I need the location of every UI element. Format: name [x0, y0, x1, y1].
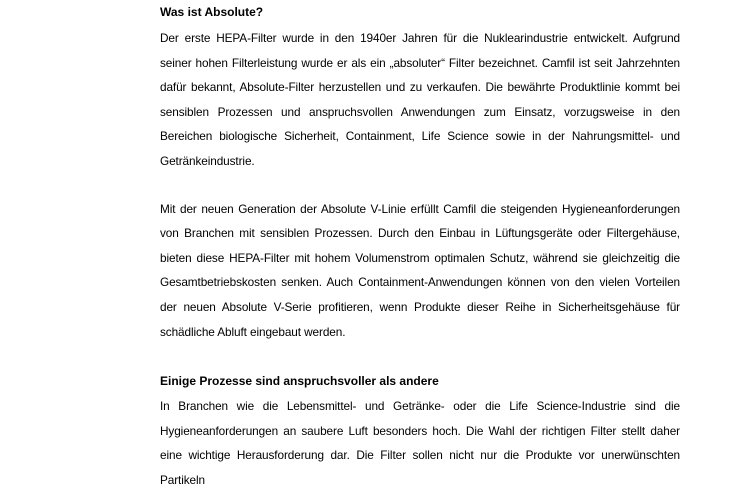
paragraph-spacer — [160, 344, 680, 373]
paragraph-hygiene-requirements: In Branchen wie die Lebensmittel- und Getränke- oder die Life Science-Industrie sind die Hygieneanforderungen an saubere Luft besonders hoch. Die Wahl der richtigen Filter stellt daher eine wichtige Herausforderung dar. Die Filter sollen nicht nur die Produkte vor unerwünschten Partikeln — [160, 399, 680, 487]
paragraph-spacer — [160, 174, 680, 197]
paragraph-hepa-history: Der erste HEPA-Filter wurde in den 1940er Jahren für die Nuklearindustrie entwickelt. Aufgrund seiner hohen Filterleistung wurde er als ein „absoluter“ Filter bezeichnet. Camfil ist seit Jahrzehnten dafür bekannt, Absolute-Filter herzustellen und zu verkaufen. Die bewährte Produktlinie kommt bei sensiblen Prozessen und anspruchsvollen Anwendungen zum Einsatz, vorzugsweise in den Bereichen biologische Sicherheit, Containment, Life Science sowie in der Nahrungsmittel- und Getränkeindustrie. — [160, 31, 680, 168]
section-heading-processes: Einige Prozesse sind anspruchsvoller als andere — [160, 374, 439, 389]
paragraph-absolute-v-line: Mit der neuen Generation der Absolute V-Linie erfüllt Camfil die steigenden Hygieneanforderungen von Branchen mit sensiblen Prozessen. Durch den Einbau in Lüftungsgeräte oder Filtergehäuse, bieten diese HEPA-Filter mit hohem Volumenstrom optimalen Schutz, während sie gleichzeitig die Gesamtbetriebskosten senken. Auch Containment-Anwendungen können von den vielen Vorteilen der neuen Absolute V-Serie profitieren, wenn Produkte dieser Reihe in Sicherheitsgehäuse für schädliche Abluft eingebaut werden. — [160, 201, 680, 339]
document-page — [160, 4, 680, 493]
section-heading-absolute: Was ist Absolute? — [160, 5, 264, 19]
